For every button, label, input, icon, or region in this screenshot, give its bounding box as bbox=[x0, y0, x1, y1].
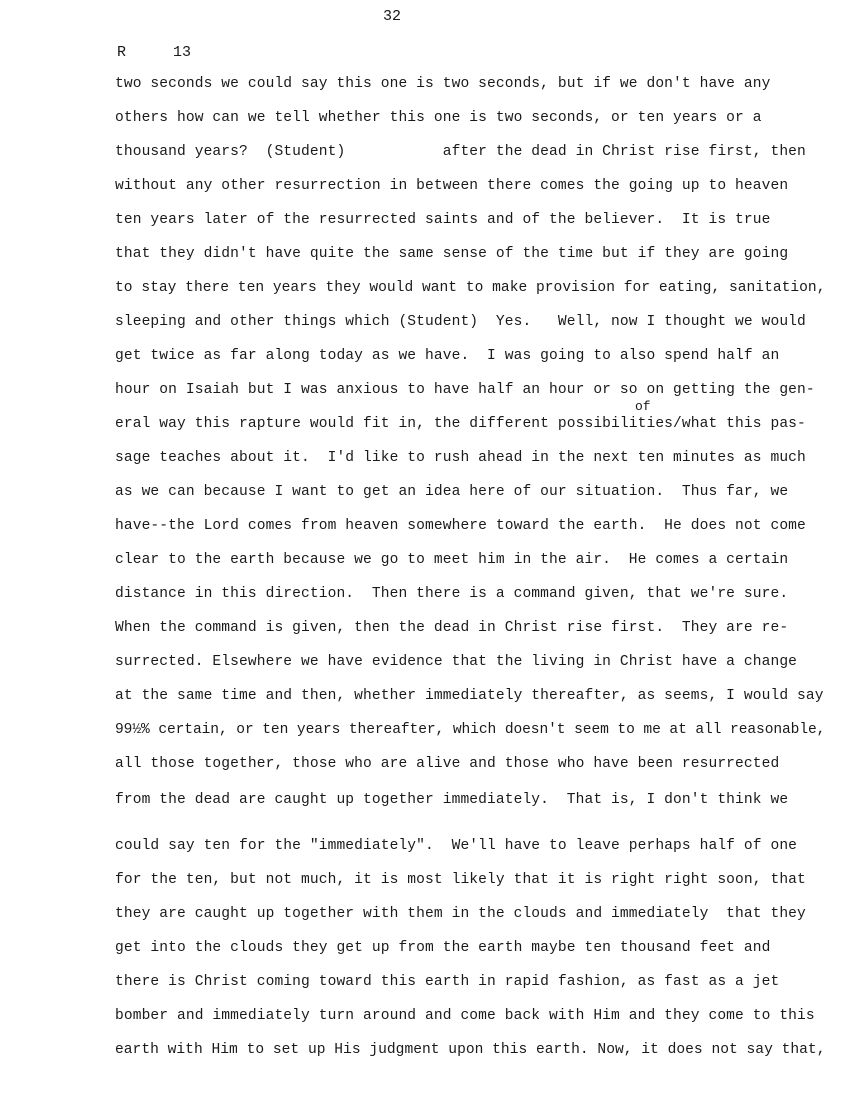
header-code: 13 bbox=[173, 44, 192, 61]
text-line: could say ten for the "immediately". We'll have to leave perhaps half of one bbox=[115, 838, 798, 854]
text-line: have--the Lord comes from heaven somewhere toward the earth. He does not come bbox=[115, 518, 806, 534]
text-line: thousand years? (Student) after the dead in Christ rise first, then bbox=[115, 144, 806, 160]
text-line: at the same time and then, whether immediately thereafter, as seems, I would say bbox=[115, 688, 824, 704]
text-line: all those together, those who are alive and those who have been resurrected bbox=[115, 756, 780, 772]
text-line: to stay there ten years they would want to make provision for eating, sanitation, bbox=[115, 280, 826, 296]
text-line: get twice as far along today as we have. I was going to also spend half an bbox=[115, 348, 780, 364]
text-line: 99½% certain, or ten years thereafter, which doesn't seem to me at all reasonable, bbox=[115, 722, 826, 738]
text-line: bomber and immediately turn around and come back with Him and they come to this bbox=[115, 1008, 815, 1024]
text-line: distance in this direction. Then there is a command given, that we're sure. bbox=[115, 586, 789, 602]
text-line: that they didn't have quite the same sense of the time but if they are going bbox=[115, 246, 789, 262]
text-line: hour on Isaiah but I was anxious to have half an hour or so on getting the gen- bbox=[115, 382, 815, 398]
text-line: others how can we tell whether this one is two seconds, or ten years or a bbox=[115, 110, 762, 126]
text-line: two seconds we could say this one is two seconds, but if we don't have any bbox=[115, 76, 771, 92]
text-line: sage teaches about it. I'd like to rush ahead in the next ten minutes as much bbox=[115, 450, 806, 466]
page-number: 32 bbox=[383, 8, 402, 25]
text-line: surrected. Elsewhere we have evidence that the living in Christ have a change bbox=[115, 654, 798, 670]
interlinear-insert: of bbox=[635, 399, 651, 414]
text-line: as we can because I want to get an idea here of our situation. Thus far, we bbox=[115, 484, 789, 500]
text-line: sleeping and other things which (Student) Yes. Well, now I thought we would bbox=[115, 314, 806, 330]
header-letter: R bbox=[117, 44, 127, 61]
text-line: get into the clouds they get up from the earth maybe ten thousand feet and bbox=[115, 940, 771, 956]
text-line: from the dead are caught up together immediately. That is, I don't think we bbox=[115, 792, 789, 808]
text-line: When the command is given, then the dead in Christ rise first. They are re- bbox=[115, 620, 789, 636]
text-line: earth with Him to set up His judgment upon this earth. Now, it does not say that, bbox=[115, 1042, 826, 1058]
text-line: clear to the earth because we go to meet him in the air. He comes a certain bbox=[115, 552, 789, 568]
text-line: eral way this rapture would fit in, the different possibilities/what this pas- bbox=[115, 416, 806, 432]
text-line: they are caught up together with them in the clouds and immediately that they bbox=[115, 906, 806, 922]
text-line: there is Christ coming toward this earth in rapid fashion, as fast as a jet bbox=[115, 974, 780, 990]
text-line: for the ten, but not much, it is most likely that it is right right soon, that bbox=[115, 872, 806, 888]
text-line: without any other resurrection in between there comes the going up to heaven bbox=[115, 178, 789, 194]
text-line: ten years later of the resurrected saints and of the believer. It is true bbox=[115, 212, 771, 228]
